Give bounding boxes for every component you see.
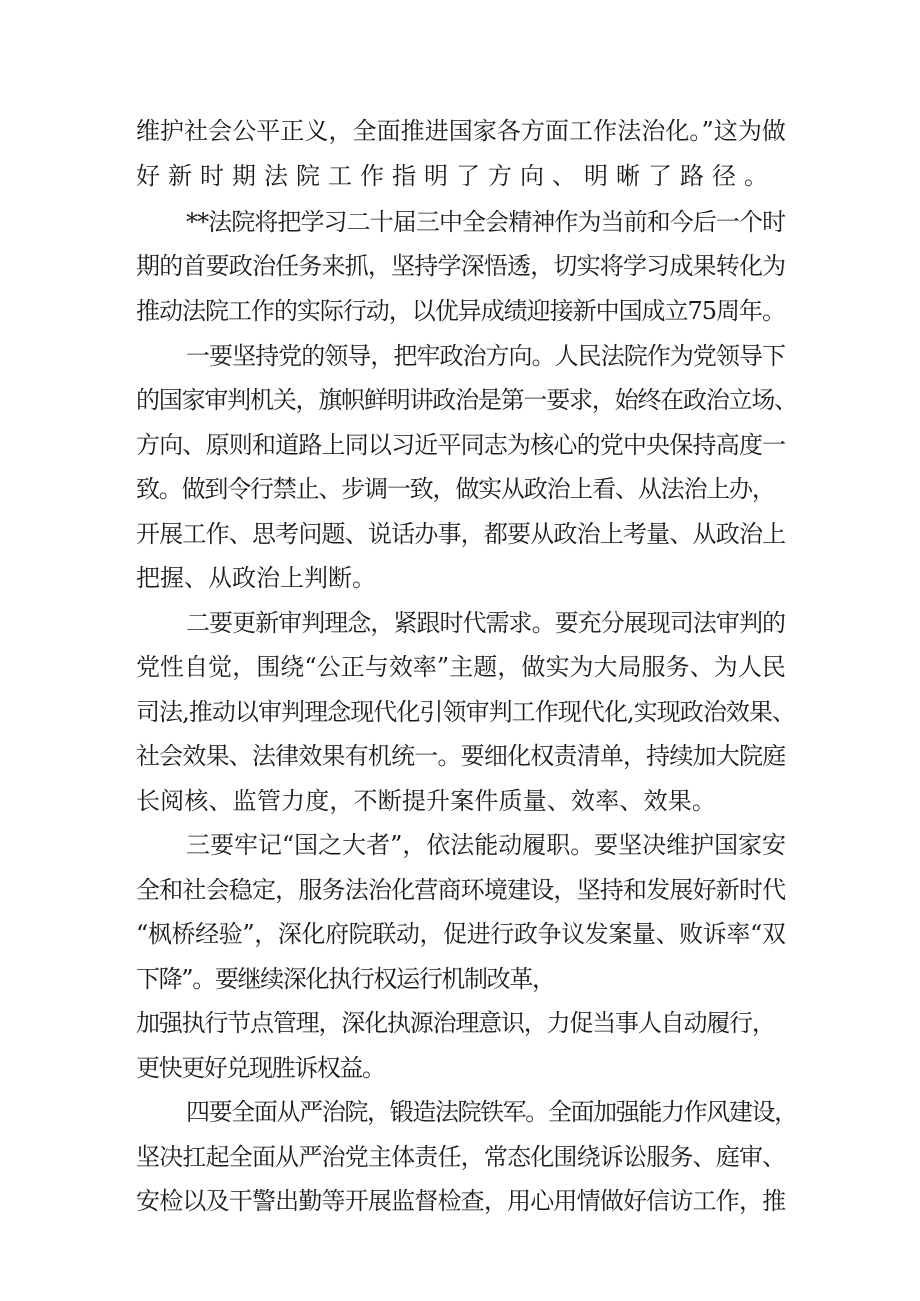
- text-line: 司法,推动以审判理念现代化引领审判工作现代化,实现政治效果、: [136, 698, 796, 726]
- text-line: 下降”。要继续深化执行权运行机制改革，: [136, 965, 555, 993]
- text-line: 方向、原则和道路上同以习近平同志为核心的党中央保持高度一: [136, 431, 786, 459]
- text-line: 推动法院工作的实际行动，以优异成绩迎接新中国成立75周年。: [136, 297, 785, 325]
- text-line: 长阅核、监管力度，不断提升案件质量、效率、效果。: [136, 787, 717, 815]
- text-line: 开展工作、思考问题、说话办事，都要从政治上考量、从政治上: [136, 520, 786, 548]
- text-line: 的国家审判机关，旗帜鲜明讲政治是第一要求，始终在政治立场、: [136, 386, 797, 414]
- text-line: 二要更新审判理念，紧跟时代需求。要充分展现司法审判的: [186, 609, 786, 637]
- text-line: 期的首要政治任务来抓，坚持学深悟透，切实将学习成果转化为: [136, 252, 786, 280]
- text-line: 更快更好兑现胜诉权益。: [136, 1054, 385, 1082]
- text-line: 维护社会公平正义，全面推进国家各方面工作法治化。”这为做: [136, 117, 786, 145]
- text-line: 社会效果、法律效果有机统一。要细化权责清单，持续加大院庭: [136, 742, 786, 770]
- text-line: 一要坚持党的领导，把牢政治方向。人民法院作为党领导下: [186, 342, 786, 370]
- text-line: 坚决扛起全面从严治党主体责任，常态化围绕诉讼服务、庭审、: [136, 1143, 786, 1171]
- text-line: 好新时期法院工作指明了方向、明晰了路径。: [136, 162, 776, 190]
- text-line: 四要全面从严治院，锻造法院铁军。全面加强能力作风建设，: [186, 1098, 797, 1126]
- text-line: 把握、从政治上判断。: [136, 564, 376, 592]
- text-line: 党性自觉，围绕“公正与效率”主题，做实为大局服务、为人民: [136, 653, 786, 681]
- text-line: “枫桥经验”，深化府院联动，促进行政争议发案量、败诉率“双: [136, 920, 786, 948]
- text-line: 三要牢记“国之大者”，依法能动履职。要坚决维护国家安: [186, 831, 787, 859]
- text-line: 加强执行节点管理，深化执源治理意识，力促当事人自动履行，: [136, 1009, 775, 1037]
- text-line: 安检以及干警出勤等开展监督检查，用心用情做好信访工作，推: [136, 1187, 786, 1215]
- text-line: 全和社会稳定，服务法治化营商环境建设，坚持和发展好新时代: [136, 876, 786, 904]
- text-line: **法院将把学习二十届三中全会精神作为当前和今后一个时: [186, 208, 786, 236]
- text-line: 致。做到令行禁止、步调一致，做实从政治上看、从法治上办，: [136, 475, 775, 503]
